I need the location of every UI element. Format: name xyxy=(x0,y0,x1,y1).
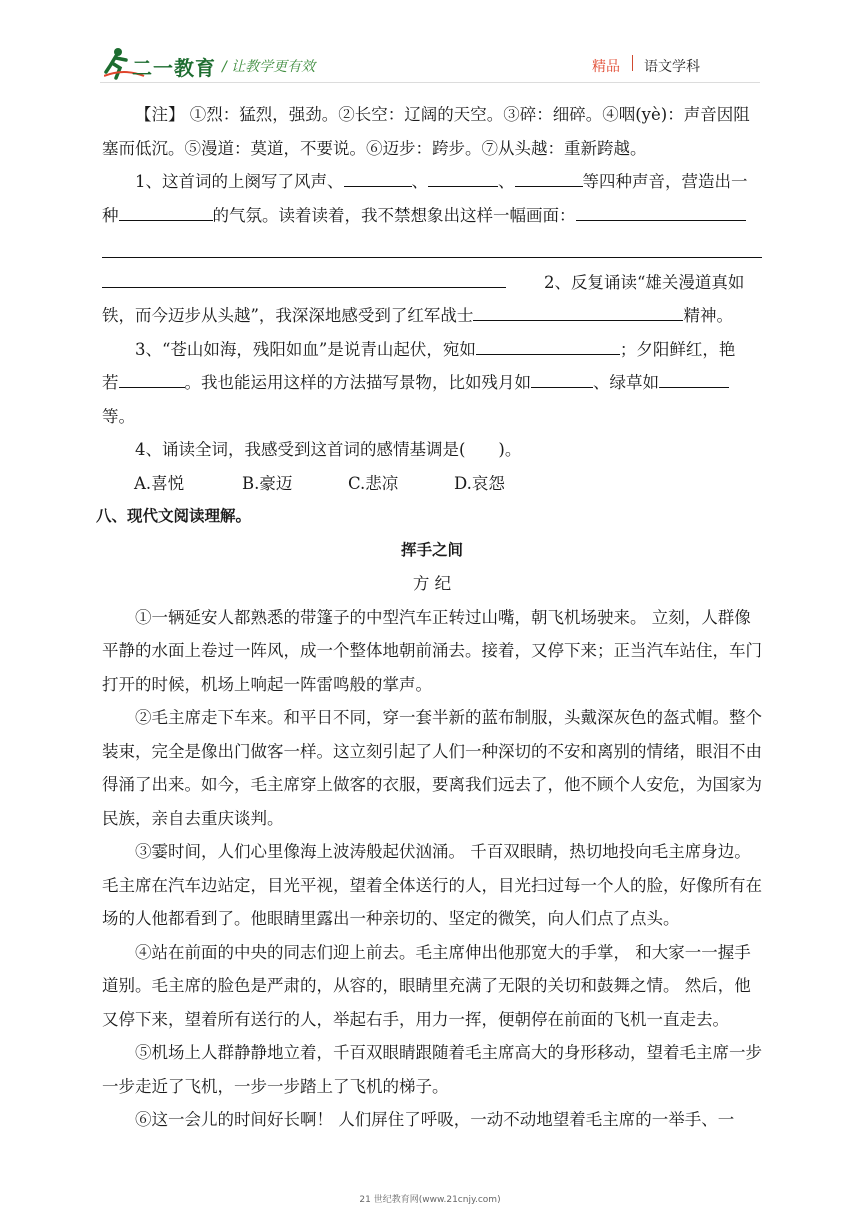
logo-text: 二一教育 xyxy=(132,56,216,80)
page-footer: 21 世纪教育网(www.21cnjy.com) xyxy=(359,1195,501,1205)
option-a[interactable]: A.喜悦 xyxy=(134,473,185,493)
question-2-line-2 xyxy=(102,299,762,333)
question-1 xyxy=(102,165,762,199)
q1-text-e: 种 xyxy=(102,205,119,225)
question-3-line-2 xyxy=(102,366,762,400)
article-title: 挥手之间 xyxy=(400,540,463,559)
q2-text-c: 精神。 xyxy=(683,306,733,325)
q1-text-f: 的气氛。读着读着，我不禁想象出这样一幅画面： xyxy=(212,205,576,225)
answer-blank[interactable] xyxy=(473,303,683,321)
answer-line[interactable] xyxy=(102,232,762,266)
page-content xyxy=(96,98,762,1137)
header-divider xyxy=(100,82,760,83)
slogan: / 让教学更有效 xyxy=(222,59,316,75)
answer-blank[interactable] xyxy=(102,269,506,287)
q3-text-d: 。我也能运用这样的方法描写景物，比如残月如 xyxy=(184,373,531,392)
tag-divider xyxy=(632,55,633,71)
option-b[interactable]: B.豪迈 xyxy=(242,473,293,493)
answer-blank[interactable] xyxy=(531,370,593,388)
question-3 xyxy=(102,333,762,367)
option-c[interactable]: C.悲凉 xyxy=(348,473,399,493)
article-author: 方 纪 xyxy=(412,574,452,593)
question-1-line-2 xyxy=(102,199,762,233)
q3-text-e: 、绿草如 xyxy=(593,373,659,392)
answer-blank[interactable] xyxy=(428,169,498,187)
answer-blank[interactable] xyxy=(119,202,213,220)
q1-text-a: 1、这首词的上阕写了风声、 xyxy=(135,172,344,191)
option-d[interactable]: D.哀怨 xyxy=(454,473,505,493)
q1-text-c: 、 xyxy=(498,172,515,191)
article-paragraph: ⑤机场上人群静静地立着，千百双眼睛跟随着毛主席高大的身形移动，望着毛主席一步一步走近了飞机，一步一步踏上了飞机的梯子。 xyxy=(102,1043,762,1096)
answer-blank[interactable] xyxy=(659,370,729,388)
article-paragraph: ③霎时间，人们心里像海上波涛般起伏汹涌。 千百双眼睛，热切地投向毛主席身边。毛主席在汽车边站定，目光平视，望着全体送行的人，目光扫过每一个人的脸，好像所有在场的人他都看到了。他眼睛里露出一种亲切的、坚定的微笑，向人们点了点头。 xyxy=(102,842,762,928)
question-3-line-3: 等。 xyxy=(102,406,135,426)
poem-notes: 【注】 ①烈：猛烈，强劲。②长空：辽阔的天空。③碎：细碎。④咽(yè)：声音因阻塞而低沉。⑤漫道：莫道，不要说。⑥迈步：跨步。⑦从头越：重新跨越。 xyxy=(102,105,750,158)
q3-text-a: 3、“苍山如海，残阳如血”是说青山起伏，宛如 xyxy=(135,339,476,359)
q1-text-d: 等四种声音，营造出一 xyxy=(582,172,748,191)
article-paragraph: ⑥这一会儿的时间好长啊！ 人们屏住了呼吸，一动不动地望着毛主席的一举手、一 xyxy=(135,1110,735,1129)
answer-blank[interactable] xyxy=(344,169,412,187)
page-header xyxy=(0,0,860,90)
answer-blank[interactable] xyxy=(576,202,746,220)
q2-text-b: 铁，而今迈步从头越”，我深深地感受到了红军战士 xyxy=(102,306,474,325)
answer-blank[interactable] xyxy=(119,370,185,388)
question-4-options xyxy=(102,467,762,501)
subject-tag: 语文学科 xyxy=(644,59,700,75)
question-4: 4、诵读全词，我感受到这首词的感情基调是( )。 xyxy=(135,440,522,459)
question-2 xyxy=(102,266,762,300)
answer-blank[interactable] xyxy=(515,169,583,187)
article-paragraph: ④站在前面的中央的同志们迎上前去。毛主席伸出他那宽大的手掌， 和大家一一握手道别。毛主席的脸色是严肃的，从容的，眼睛里充满了无限的关切和鼓舞之情。 然后，他又停下来，望着所有送行的人，举起右手，用力一挥，便朝停在前面的飞机一直走去。 xyxy=(102,942,751,1029)
quality-tag: 精品 xyxy=(592,59,620,75)
article-paragraph: ①一辆延安人都熟悉的带篷子的中型汽车正转过山嘴，朝飞机场驶来。 立刻，人群像平静的水面上卷过一阵风，成一个整体地朝前涌去。接着，又停下来；正当汽车站住，车门打开的时候，机场上响起一阵雷鸣般的掌声。 xyxy=(102,607,762,694)
q3-text-b: ；夕阳鲜红，艳 xyxy=(619,339,736,359)
article-paragraph: ②毛主席走下车来。和平日不同，穿一套半新的蓝布制服，头戴深灰色的盔式帽。整个装束，完全是像出门做客一样。这立刻引起了人们一种深切的不安和离别的情绪，眼泪不由得涌了出来。如今，毛主席穿上做客的衣服，要离我们远去了，他不顾个人安危，为国家为民族，亲自去重庆谈判。 xyxy=(102,708,762,828)
q2-text-a: 2、反复诵读“雄关漫道真如 xyxy=(544,272,745,292)
q1-text-b: 、 xyxy=(411,172,428,191)
answer-blank[interactable] xyxy=(476,336,620,354)
q3-text-c: 若 xyxy=(102,373,119,392)
section-heading: 八、现代文阅读理解。 xyxy=(96,507,252,525)
